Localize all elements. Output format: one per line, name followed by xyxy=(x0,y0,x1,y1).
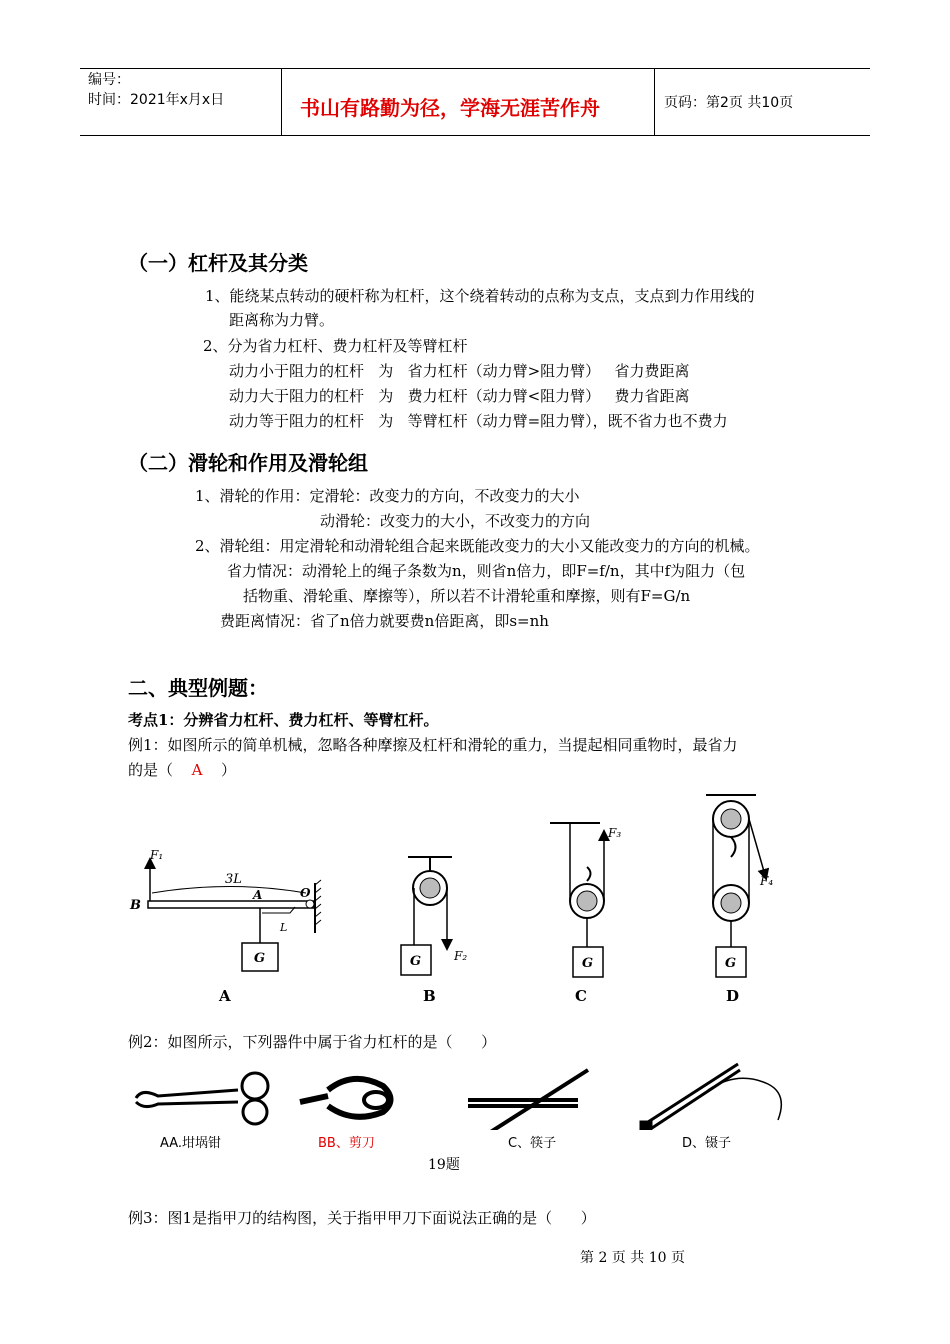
label-c: C xyxy=(575,987,587,1005)
pulley-line-5: 括物重、滑轮重、摩擦等），所以若不计滑轮重和摩擦，则有F=G/n xyxy=(243,587,691,605)
point-a-label: A xyxy=(253,888,263,902)
machine-d-pulley-block xyxy=(706,795,773,1005)
f3-label: F₃ xyxy=(608,826,622,840)
label-a: A xyxy=(219,987,231,1005)
machine-b-fixed-pulley xyxy=(401,857,467,1005)
tool-scissors xyxy=(300,1079,391,1117)
pulley-line-3: 2、滑轮组：用定滑轮和动滑轮组合起来既能改变力的大小又能改变力的方向的机械。 xyxy=(195,537,760,555)
lever-row-2: 动力大于阻力的杠杆 为 费力杠杆（动力臂<阻力臂） 费力省距离 xyxy=(229,387,690,405)
label-d: D xyxy=(726,987,740,1005)
page-info: 页码：第2页 共10页 xyxy=(664,95,794,111)
point-b-label: B xyxy=(130,898,141,913)
caption-a: AA.坩埚钳 xyxy=(160,1136,222,1151)
len-3l-label: 3L xyxy=(225,872,242,887)
caption-b: BB、剪刀 xyxy=(318,1136,375,1151)
caption-c: C、筷子 xyxy=(508,1136,557,1151)
number-label: 编号： xyxy=(88,72,130,88)
page-footer: 第 2 页 共 10 页 xyxy=(580,1250,685,1266)
time-label: 时间：2021年x月x日 xyxy=(88,92,225,108)
example-1-line-2: 的是（ A ） xyxy=(128,761,237,779)
weight-d-label: G xyxy=(725,956,737,971)
example-3: 例3：图1是指甲刀的结构图，关于指甲甲刀下面说法正确的是（ ） xyxy=(128,1209,596,1227)
pulley-line-1: 1、滑轮的作用：定滑轮：改变力的方向，不改变力的大小 xyxy=(195,487,580,505)
para-lever-types: 2、分为省力杠杆、费力杠杆及等臂杠杆 xyxy=(203,337,468,355)
weight-a-label: G xyxy=(254,951,266,966)
caption-d: D、镊子 xyxy=(682,1136,732,1151)
len-l-label: L xyxy=(280,921,288,934)
weight-b-label: G xyxy=(410,954,422,969)
section-title-pulley: （二）滑轮和作用及滑轮组 xyxy=(128,451,368,475)
para-lever-def-1: 1、能绕某点转动的硬杆称为杠杆，这个绕着转动的点称为支点，支点到力作用线的 xyxy=(205,287,755,305)
lever-row-3: 动力等于阻力的杠杆 为 等臂杠杆（动力臂=阻力臂），既不省力也不费力 xyxy=(229,412,728,430)
example-1-line-1: 例1：如图所示的简单机械，忽略各种摩擦及杠杆和滑轮的重力，当提起相同重物时，最省力 xyxy=(128,736,738,754)
f1-label: F₁ xyxy=(150,848,164,862)
tool-crucible-tongs xyxy=(136,1073,268,1124)
f4-label: F₄ xyxy=(760,874,774,888)
example-1-answer: A xyxy=(191,761,203,779)
pulley-line-2: 动滑轮：改变力的大小，不改变力的方向 xyxy=(320,512,591,530)
pulley-line-4: 省力情况：动滑轮上的绳子条数为n，则省n倍力，即F=f/n，其中f为阻力（包 xyxy=(227,562,746,580)
f2-label: F₂ xyxy=(454,949,468,963)
problem-number: 19题 xyxy=(428,1157,460,1173)
para-lever-def-2: 距离称为力臂。 xyxy=(229,311,335,329)
figure-simple-machines xyxy=(120,785,800,1015)
example-2: 例2：如图所示，下列器件中属于省力杠杆的是（ ） xyxy=(128,1033,497,1051)
figure-tools xyxy=(128,1050,798,1130)
lever-row-1: 动力小于阻力的杠杆 为 省力杠杆（动力臂>阻力臂） 省力费距离 xyxy=(229,362,690,380)
point-o-label: O xyxy=(300,886,311,900)
machine-a-lever xyxy=(129,848,321,1005)
motto: 书山有路勤为径，学海无涯苦作舟 xyxy=(300,96,600,120)
machine-c-movable-pulley xyxy=(550,823,621,1005)
label-b: B xyxy=(423,987,436,1005)
tool-chopsticks xyxy=(468,1070,588,1130)
pulley-line-6: 费距离情况：省了n倍力就要费n倍距离，即s=nh xyxy=(220,612,549,630)
section-title-examples: 二、典型例题： xyxy=(128,676,268,700)
weight-c-label: G xyxy=(582,956,594,971)
kaodian-1: 考点1：分辨省力杠杆、费力杠杆、等臂杠杆。 xyxy=(128,711,439,729)
tool-tweezers xyxy=(641,1064,781,1130)
section-title-lever: （一）杠杆及其分类 xyxy=(128,251,308,275)
